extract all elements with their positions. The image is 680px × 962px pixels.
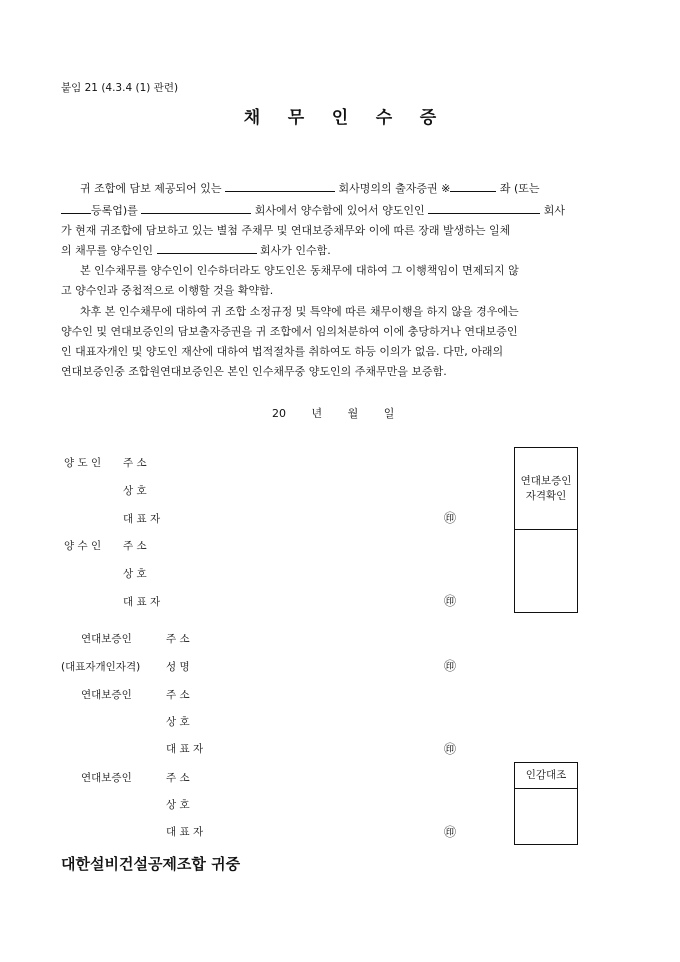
body-line bbox=[61, 242, 331, 258]
blank-transferor-company bbox=[428, 202, 540, 214]
guarantor-qualification-box bbox=[514, 447, 578, 613]
text-segment: 회사가 인수함. bbox=[260, 244, 331, 257]
text-segment: 등록업)를 bbox=[91, 204, 138, 217]
transferor-address-label: 주 소 bbox=[123, 457, 147, 469]
title-char: 증 bbox=[419, 108, 437, 128]
guarantor-address-label: 주 소 bbox=[166, 633, 190, 645]
blank-share-count bbox=[450, 180, 496, 192]
qualification-line: 자격확인 bbox=[525, 489, 567, 502]
addressee: 대한설비건설공제조합 귀중 bbox=[61, 855, 241, 873]
guarantor-label: 연대보증인 bbox=[81, 772, 132, 784]
transferor-rep-label: 대 표 자 bbox=[123, 513, 161, 525]
blank-company-name bbox=[225, 180, 335, 192]
transferee-address-label: 주 소 bbox=[123, 540, 147, 552]
text-segment: 좌 (또는 bbox=[499, 182, 540, 195]
date-line bbox=[272, 405, 394, 421]
body-line: 가 현재 귀조합에 담보하고 있는 별첨 주채무 및 연대보증채무와 이에 따른 장래 발생하는 일체 bbox=[61, 224, 511, 237]
body-line: 고 양수인과 중첩적으로 이행할 것을 확약함. bbox=[61, 284, 274, 297]
title-char: 인 bbox=[331, 108, 349, 128]
guarantor-label: 연대보증인 bbox=[81, 689, 132, 701]
seal-check-header: 인감대조 bbox=[515, 763, 577, 789]
date-year: 년 bbox=[311, 407, 323, 420]
text-segment: 귀 조합에 담보 제공되어 있는 bbox=[80, 182, 222, 195]
guarantor-firm-label: 상 호 bbox=[166, 799, 190, 811]
text-segment: 의 채무를 양수인인 bbox=[61, 244, 154, 257]
seal-mark: ㊞ bbox=[444, 594, 457, 608]
text-segment: 회사명의의 출자증권 ※ bbox=[338, 182, 451, 195]
seal-check-box bbox=[514, 762, 578, 845]
seal-mark: ㊞ bbox=[444, 659, 457, 673]
transferee-rep-label: 대 표 자 bbox=[123, 596, 161, 608]
guarantor-rep-individual-label: (대표자개인자격) bbox=[61, 661, 141, 673]
reference-note: 붙임 21 (4.3.4 (1) 관련) bbox=[61, 82, 179, 94]
date-month: 월 bbox=[347, 407, 359, 420]
guarantor-rep-label: 대 표 자 bbox=[166, 826, 204, 838]
body-line bbox=[80, 180, 540, 196]
seal-mark: ㊞ bbox=[444, 742, 457, 756]
blank-registration bbox=[61, 202, 91, 214]
body-line: 차후 본 인수채무에 대하여 귀 조합 소정규정 및 특약에 따른 채무이행을 하지 않을 경우에는 bbox=[80, 305, 519, 318]
date-day: 일 bbox=[383, 407, 395, 420]
text-segment: 회사에서 양수함에 있어서 양도인인 bbox=[254, 204, 425, 217]
title-char: 채 bbox=[243, 108, 261, 128]
guarantor-address-label: 주 소 bbox=[166, 689, 190, 701]
seal-mark: ㊞ bbox=[444, 511, 457, 525]
body-line: 본 인수채무를 양수인이 인수하더라도 양도인은 동채무에 대하여 그 이행책임이 면제되지 않 bbox=[80, 264, 519, 277]
guarantor-address-label: 주 소 bbox=[166, 772, 190, 784]
text-segment: 회사 bbox=[543, 204, 565, 217]
page-title bbox=[230, 103, 450, 128]
guarantor-firm-label: 상 호 bbox=[166, 716, 190, 728]
transferee-firm-label: 상 호 bbox=[123, 568, 147, 580]
qualification-box-header bbox=[515, 448, 577, 530]
qualification-line: 연대보증인 bbox=[520, 474, 572, 487]
transferor-label: 양 도 인 bbox=[64, 457, 102, 469]
guarantor-label: 연대보증인 bbox=[81, 633, 132, 645]
date-year-prefix: 20 bbox=[272, 407, 286, 420]
blank-transferee-company bbox=[157, 242, 257, 254]
guarantor-name-label: 성 명 bbox=[166, 661, 190, 673]
body-line: 양수인 및 연대보증인의 담보출자증권을 귀 조합에서 임의처분하여 이에 충당하거나 연대보증인 bbox=[61, 325, 518, 338]
seal-mark: ㊞ bbox=[444, 825, 457, 839]
transferee-label: 양 수 인 bbox=[64, 540, 102, 552]
transferor-firm-label: 상 호 bbox=[123, 485, 147, 497]
title-char: 무 bbox=[287, 108, 305, 128]
body-line bbox=[61, 202, 565, 218]
guarantor-rep-label: 대 표 자 bbox=[166, 743, 204, 755]
body-line: 인 대표자개인 및 양도인 재산에 대하여 법적절차를 취하여도 하등 이의가 없음. 다만, 아래의 bbox=[61, 345, 504, 358]
title-char: 수 bbox=[375, 108, 393, 128]
body-line: 연대보증인중 조합원연대보증인은 본인 인수채무중 양도인의 주채무만을 보증함. bbox=[61, 365, 447, 378]
blank-company bbox=[141, 202, 251, 214]
